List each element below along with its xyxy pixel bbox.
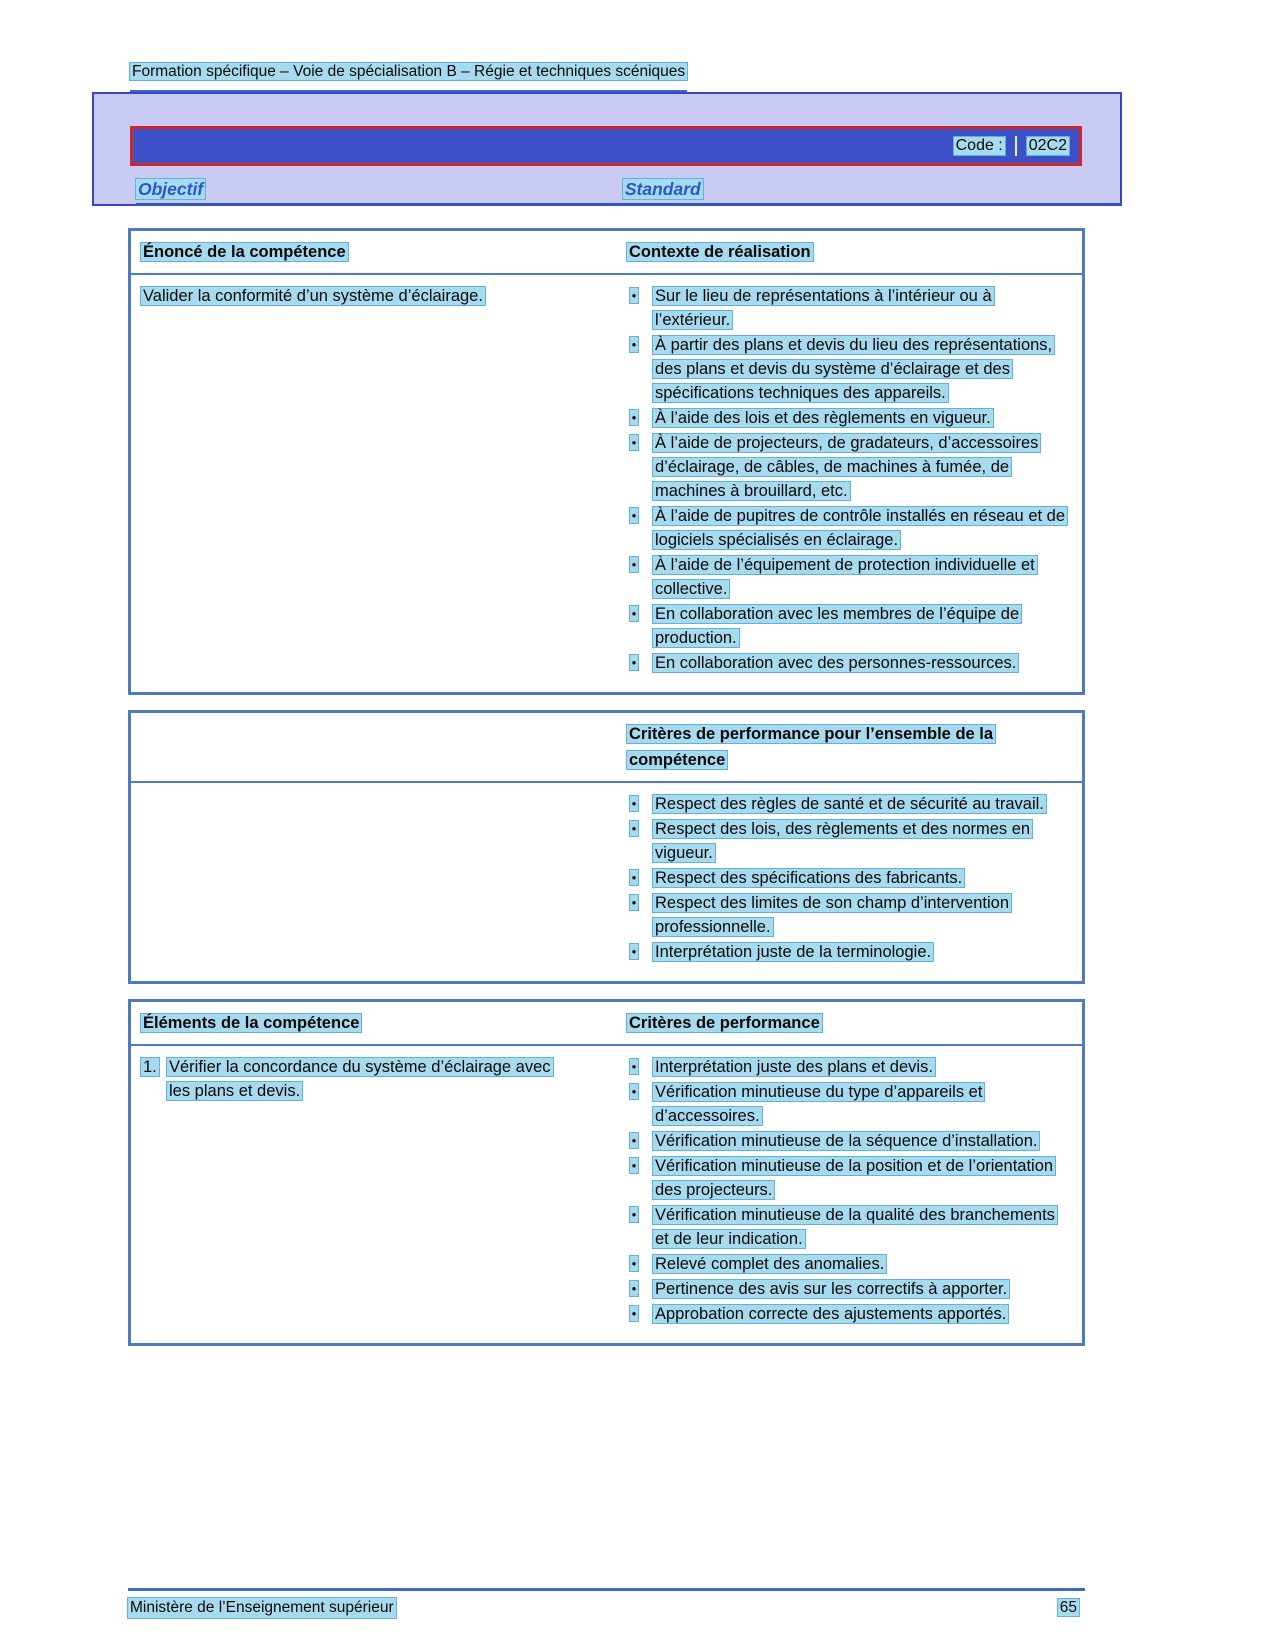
bullet-text: À l’aide de pupitres de contrôle installés en réseau et de logiciels spécialisés en éclairage. — [655, 507, 1066, 549]
objectif-standard-row — [136, 179, 1120, 206]
bullet-icon: • — [631, 655, 637, 670]
running-header — [130, 62, 687, 92]
elements-bullet-list — [619, 1055, 1082, 1327]
content-column — [128, 228, 1085, 1361]
running-header-text: Formation spécifique – Voie de spécialisation B – Régie et techniques scéniques — [132, 63, 686, 80]
bullet-item — [627, 651, 1070, 675]
bullet-text: En collaboration avec des personnes-ressources. — [655, 654, 1017, 672]
bullet-item — [627, 553, 1070, 601]
bullet-icon: • — [631, 1084, 637, 1099]
bullet-item — [627, 504, 1070, 552]
bullet-text: En collaboration avec les membres de l’équipe de production. — [655, 605, 1020, 647]
code-label: Code : — [955, 137, 1003, 154]
footer-ministry: Ministère de l’Enseignement supérieur — [130, 1599, 394, 1616]
empty-body-cell — [131, 792, 619, 965]
header-contexte-realisation: Contexte de réalisation — [629, 243, 811, 261]
enonce-text: Valider la conformité d’un système d’éclairage. — [143, 287, 483, 305]
bullet-icon: • — [631, 1059, 637, 1074]
bullet-text: À partir des plans et devis du lieu des représentations, des plans et devis du système d’éclairage et des spécifications techniques des appareils. — [655, 336, 1053, 402]
table-enonce-header-row — [131, 231, 1082, 275]
code-banner — [130, 126, 1082, 166]
bullet-item — [627, 866, 1070, 890]
bullet-item — [627, 333, 1070, 405]
bullet-icon: • — [631, 337, 637, 352]
bullet-icon: • — [631, 796, 637, 811]
table-criteres-ensemble — [128, 710, 1085, 984]
table-enonce-body-row — [131, 275, 1082, 692]
bullet-text: Relevé complet des anomalies. — [655, 1255, 885, 1273]
bullet-icon: • — [631, 1306, 637, 1321]
bullet-text: Vérification minutieuse de la qualité des branchements et de leur indication. — [655, 1206, 1055, 1248]
bullet-item — [627, 1129, 1070, 1153]
criteres-ensemble-bullet-list — [619, 792, 1082, 965]
bullet-icon: • — [631, 821, 637, 836]
bullet-item — [627, 1080, 1070, 1128]
enonce-cell — [131, 284, 619, 676]
bullet-item — [627, 817, 1070, 865]
footer-page-number: 65 — [1059, 1599, 1077, 1616]
bullet-text: Interprétation juste de la terminologie. — [655, 943, 932, 961]
bullet-item — [627, 1277, 1070, 1301]
bullet-icon: • — [631, 870, 637, 885]
bullet-icon: • — [631, 1207, 637, 1222]
table-enonce-contexte — [128, 228, 1085, 695]
bullet-item — [627, 792, 1070, 816]
objectif-heading: Objectif — [138, 179, 204, 199]
bullet-item — [627, 1302, 1070, 1326]
bullet-icon: • — [631, 1158, 637, 1173]
bullet-text: Respect des limites de son champ d’intervention professionnelle. — [655, 894, 1010, 936]
page-footer — [128, 1588, 1085, 1618]
bullet-icon: • — [631, 1281, 637, 1296]
element-item — [141, 1055, 607, 1103]
table-criteres-body-row — [131, 783, 1082, 981]
bullet-icon: • — [631, 895, 637, 910]
bullet-item — [627, 1252, 1070, 1276]
bullet-icon: • — [631, 288, 637, 303]
bullet-text: Respect des lois, des règlements et des normes en vigueur. — [655, 820, 1031, 862]
bullet-item — [627, 406, 1070, 430]
bullet-text: Pertinence des avis sur les correctifs à apporter. — [655, 1280, 1008, 1298]
header-criteres-performance: Critères de performance — [629, 1014, 820, 1032]
bullet-item — [627, 1154, 1070, 1202]
bullet-text: Approbation correcte des ajustements apportés. — [655, 1305, 1007, 1323]
bullet-text: À l’aide de projecteurs, de gradateurs, d’accessoires d’éclairage, de câbles, de machines à fumée, de machines à brouillard, etc. — [655, 434, 1039, 500]
bullet-icon: • — [631, 1256, 637, 1271]
bullet-item — [627, 602, 1070, 650]
empty-header-cell — [131, 721, 619, 773]
bullet-text: Vérification minutieuse du type d’appareils et d’accessoires. — [655, 1083, 983, 1125]
bullet-icon: • — [631, 557, 637, 572]
bullet-icon: • — [631, 435, 637, 450]
bullet-icon: • — [631, 944, 637, 959]
bullet-item — [627, 891, 1070, 939]
table-elements-header-row — [131, 1002, 1082, 1046]
bullet-item — [627, 1203, 1070, 1251]
code-divider — [1015, 136, 1017, 156]
bullet-text: Interprétation juste des plans et devis. — [655, 1058, 933, 1076]
header-criteres-ensemble: Critères de performance pour l’ensemble de la compétence — [629, 725, 994, 769]
bullet-icon: • — [631, 606, 637, 621]
standard-heading: Standard — [624, 179, 701, 199]
bullet-text: À l’aide des lois et des règlements en vigueur. — [655, 409, 991, 427]
header-enonce-competence: Énoncé de la compétence — [143, 243, 346, 261]
element-number: 1. — [143, 1058, 157, 1076]
title-box — [92, 92, 1122, 206]
bullet-text: Respect des règles de santé et de sécurité au travail. — [655, 795, 1044, 813]
bullet-item — [627, 940, 1070, 964]
bullet-icon: • — [631, 410, 637, 425]
bullet-icon: • — [631, 508, 637, 523]
element-text: Vérifier la concordance du système d’éclairage avec les plans et devis. — [169, 1058, 551, 1100]
bullet-item — [627, 431, 1070, 503]
bullet-text: Sur le lieu de représentations à l’intérieur ou à l’extérieur. — [655, 287, 992, 329]
table-elements-criteres — [128, 999, 1085, 1346]
bullet-text: À l’aide de l’équipement de protection individuelle et collective. — [655, 556, 1035, 598]
element-cell — [131, 1055, 619, 1327]
bullet-text: Respect des spécifications des fabricants. — [655, 869, 963, 887]
bullet-text: Vérification minutieuse de la position et de l’orientation des projecteurs. — [655, 1157, 1054, 1199]
bullet-item — [627, 284, 1070, 332]
bullet-icon: • — [631, 1133, 637, 1148]
code-value: 02C2 — [1028, 137, 1067, 154]
table-criteres-header-row — [131, 713, 1082, 783]
table-elements-body-row — [131, 1046, 1082, 1343]
contexte-bullet-list — [619, 284, 1082, 676]
bullet-item — [627, 1055, 1070, 1079]
bullet-text: Vérification minutieuse de la séquence d’installation. — [655, 1132, 1038, 1150]
header-elements-competence: Éléments de la compétence — [143, 1014, 360, 1032]
